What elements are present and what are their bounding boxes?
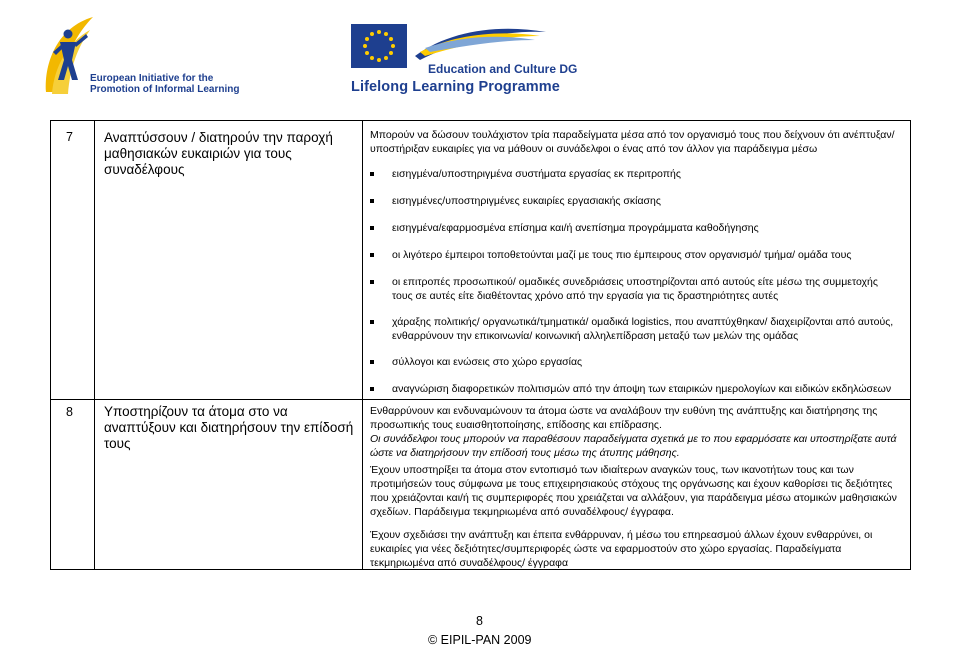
list-item: χάραξης πολιτικής/ οργανωτικά/τμηματικά/ ομαδικά logistics, που αναπτύχθηκαν/ διαχειρίζονται από αυτούς, ενθαρρύνουν την επικοινωνία/ κοινωνική αλληλεπίδραση μεταξύ των μελών της ομάδας: [370, 315, 900, 343]
page-number: 8: [476, 614, 483, 628]
llp-title: Lifelong Learning Programme: [351, 79, 560, 95]
bullet-icon: [370, 172, 374, 176]
table-border-left: [50, 120, 51, 570]
row-intro-text: Μπορούν να δώσουν τουλάχιστον τρία παραδείγματα μέσα από τον οργανισμό τους που δείχνουν ότι ανέπτυξαν/υποστήριξαν ευκαιρίες για να μάθουν οι συνάδελφοι ο ένας από τον άλλον για παράδειγμα μέσω: [370, 129, 895, 155]
bullet-list: [370, 167, 900, 396]
table-col-divider-2: [362, 120, 363, 570]
eipil-logo-text: European Initiative for the Promotion of Informal Learning: [90, 73, 240, 95]
table-border-top: [50, 120, 911, 121]
list-item: σύλλογοι και ενώσεις στο χώρο εργασίας: [370, 355, 900, 369]
row-paragraph: Ενθαρρύνουν και ενδυναμώνουν τα άτομα ώστε να αναλάβουν την ευθύνη της ανάπτυξης και διατήρησης της προσωπικής τους ευαισθητοποίησης, επίδοσης και επίδρασης. Οι συνάδελφοι τους μπορούν να παραθέσουν παραδείγματα σχετικά με το που εφαρμόσατε και υποστηρίξατε αυτά ώστε να διατηρήσουν την επίδοσή τους μέσω της άτυπης μάθησης.: [370, 405, 897, 459]
dg-swoosh-logo: [410, 22, 550, 62]
bullet-icon: [370, 226, 374, 230]
row-paragraph-italic: Οι συνάδελφοι τους μπορούν να παραθέσουν παραδείγματα σχετικά με το που εφαρμόσατε και υποστηρίξατε αυτά ώστε να διατηρήσουν την επίδοσή τους μέσω της άτυπης μάθησης.: [370, 433, 897, 459]
list-item: αναγνώριση διαφορετικών πολιτισμών από την άποψη των εταιρικών ημερολογίων και ειδικών εκδηλώσεων: [370, 382, 900, 396]
bullet-icon: [370, 387, 374, 391]
row-paragraph: Έχουν υποστηρίξει τα άτομα στον εντοπισμό των ιδιαίτερων αναγκών τους, των ικανοτήτων τους και των προτιμήσεών τους σύμφωνα με τους επιχειρησιακούς στόχους της οργάνωσης και έχουν καθορίσει τις δεξιότητες που χρειάζονται και/ή τις συμπεριφορές που χρειάζεται να αλλάξουν, για παράδειγμα μέσω ατομικών μαθησιακών σχεδίων. Παράδειγμα τεκμηριωμένα από συναδέλφους/ έγγραφα.: [370, 464, 897, 518]
bullet-icon: [370, 360, 374, 364]
list-item: οι λιγότερο έμπειροι τοποθετούνται μαζί με τους πιο έμπειρους στον οργανισμό/ τμήμα/ ομάδα τους: [370, 248, 900, 262]
row-area-title: Αναπτύσσουν / διατηρούν την παροχή μαθησιακών ευκαιριών για τους συναδέλφους: [104, 130, 333, 177]
table-border-right: [910, 120, 911, 570]
row-area-title: Υποστηρίζουν τα άτομα στο να αναπτύξουν και διατηρήσουν την επίδοσή τους: [104, 404, 354, 451]
bullet-icon: [370, 320, 374, 324]
table-row-divider: [50, 399, 911, 400]
eu-flag-icon: [351, 24, 407, 68]
copyright-footer: © EIPIL-PAN 2009: [428, 633, 532, 647]
dg-name: Education and Culture DG: [428, 62, 578, 76]
list-item: οι επιτροπές προσωπικού/ ομαδικές συνεδριάσεις υποστηρίζονται από αυτούς είτε μέσω της συμμετοχής τους σε αυτές είτε διαθέτοντας χρόνο από την εργασία για τις δραστηριότητες αυτές: [370, 275, 900, 303]
row-number: 8: [66, 405, 73, 419]
row-number: 7: [66, 130, 73, 144]
list-item: εισηγμένα/εφαρμοσμένα επίσημα και/ή ανεπίσημα προγράμματα καθοδήγησης: [370, 221, 900, 235]
bullet-icon: [370, 253, 374, 257]
bullet-icon: [370, 199, 374, 203]
list-item: εισηγμένα/υποστηριγμένα συστήματα εργασίας εκ περιτροπής: [370, 167, 900, 181]
table-col-divider-1: [94, 120, 95, 570]
bullet-icon: [370, 280, 374, 284]
list-item: εισηγμένες/υποστηριγμένες ευκαιρίες εργασιακής σκίασης: [370, 194, 900, 208]
row-paragraph: Έχουν σχεδιάσει την ανάπτυξη και έπειτα ενθάρρυναν, ή μέσω του επηρεασμού άλλων έχουν ενθαρρύνει, οι ευκαιρίες για νέες δεξιότητες/συμπεριφορές ώστε να εφαρμοστούν στο χώρο εργασίας. Παραδείγματα τεκμηριωμένα από συναδέλφους/ έγγραφα: [370, 529, 873, 569]
